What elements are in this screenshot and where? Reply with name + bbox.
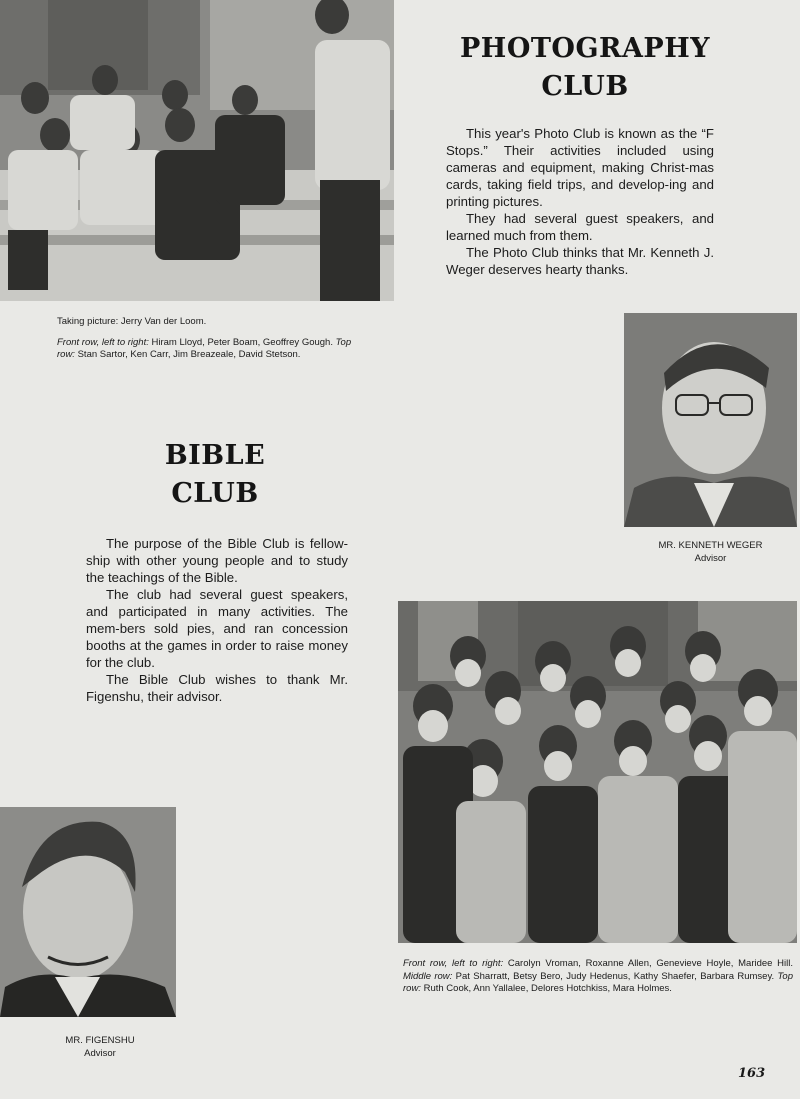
caption-label: Front row, left to right: [57,336,149,348]
figenshu-role: Advisor [84,1047,116,1059]
figenshu-portrait [0,807,176,1017]
photography-paragraph-2: They had several guest speakers, and learned much from them. [446,211,714,243]
bible-club-title [120,437,310,513]
photography-club-title [430,30,740,106]
bible-title-line2: CLUB [171,478,259,509]
caption-label: Top row: [403,970,793,994]
bible-title-line1: BIBLE [164,440,266,471]
photographer-credit: Taking picture: Jerry Van der Loom. [57,316,207,327]
photography-photo-caption [57,316,355,370]
caption-label: Top row: [57,336,352,360]
caption-names: Pat Sharratt, Betsy Bero, Judy Hedenus, Kathy Shaefer, Barbara Rumsey. [452,970,778,982]
bible-club-photo [398,601,797,943]
bible-members-list [403,958,793,996]
caption-label: Front row, left to right: [403,958,504,969]
photography-title-line2: CLUB [541,71,629,102]
caption-names: Stan Sartor, Ken Carr, Jim Breazeale, David Stetson. [74,349,301,360]
kenneth-weger-portrait [624,313,797,527]
bible-club-description [86,535,348,705]
weger-name: MR. KENNETH WEGER [658,540,763,551]
weger-role: Advisor [694,552,727,564]
bible-photo-caption [403,958,793,1004]
photography-paragraph-3: The Photo Club thinks that Mr. Kenneth J. Weger deserves hearty thanks. [446,245,714,277]
photography-title-line1: PHOTOGRAPHY [460,33,710,64]
caption-names: Hiram Lloyd, Peter Boam, Geoffrey Gough. [148,336,336,348]
bible-paragraph-2: The club had several guest speakers, and participated in many activities. The mem-bers sold pies, and ran concession booths at the games in order to raise money for the club. [86,587,348,670]
photography-club-photo [0,0,394,301]
photography-members-list [57,337,355,362]
bible-paragraph-3: The Bible Club wishes to thank Mr. Figenshu, their advisor. [86,672,348,704]
photography-club-description [446,125,714,278]
page-number: 163 [738,1066,766,1081]
figenshu-name: MR. FIGENSHU [65,1035,135,1046]
caption-label: Middle row: [403,970,453,982]
photography-paragraph-1: This year's Photo Club is known as the “F Stops.” Their activities included using cameras and equipment, making Christ-mas cards, taking field trips, and develop-ing and printing pictures. [446,126,714,209]
caption-names: Ruth Cook, Ann Yallalee, Delores Hotchkiss, Mara Holmes. [420,983,672,994]
figenshu-caption [20,1035,180,1060]
bible-paragraph-1: The purpose of the Bible Club is fellow-ship with other young people and to study the teachings of the Bible. [86,536,348,585]
weger-caption [624,540,797,565]
caption-names: Carolyn Vroman, Roxanne Allen, Genevieve Hoyle, Maridee Hill. [503,958,793,969]
